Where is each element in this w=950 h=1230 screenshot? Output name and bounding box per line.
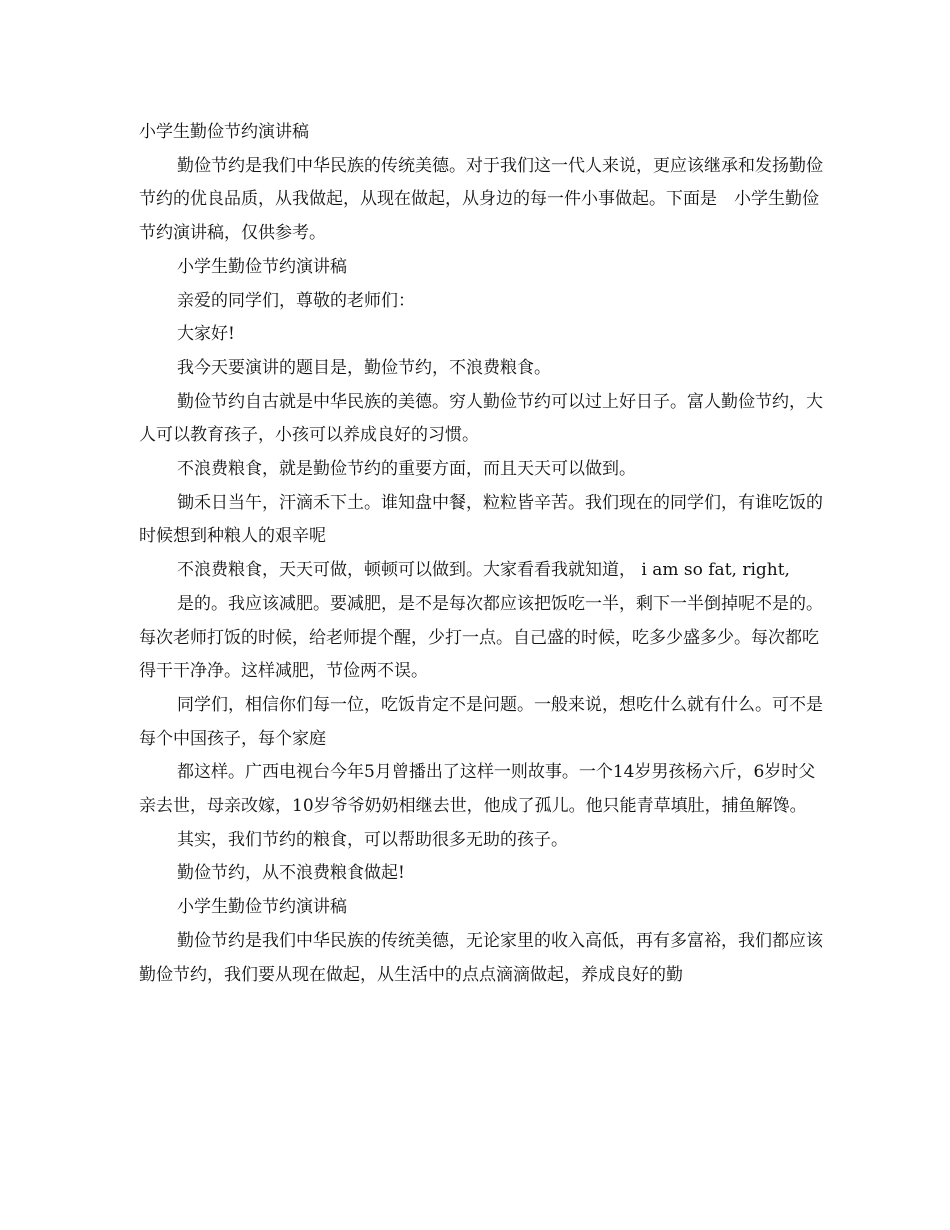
paragraph-slogan: 勤俭节约，从不浪费粮食做起! xyxy=(177,863,405,884)
paragraph-diet: 是的。我应该减肥。要减肥，是不是每次都应该把饭吃一半，剩下一半倒掉呢不是的。每次老师打饭的时候，给老师提个醒，少打一点。自己盛的时候，吃多少盛多少。每次都吃得干干净净。这样减肥，节俭两不误。 xyxy=(139,593,823,682)
paragraph-classmates: 同学们，相信你们每一位，吃饭肯定不是问题。一般来说，想吃什么就有什么。可不是每个中国孩子，每个家庭 xyxy=(139,694,823,749)
paragraph-salutation: 亲爱的同学们，尊敬的老师们： xyxy=(177,290,415,311)
paragraph-topic: 我今天要演讲的题目是，勤俭节约，不浪费粮食。 xyxy=(177,357,551,378)
paragraph-subtitle: 小学生勤俭节约演讲稿 xyxy=(177,256,347,277)
paragraph-daily: 不浪费粮食，天天可做，顿顿可以做到。大家看看我就知道， i am so fat, right, xyxy=(177,560,790,581)
paragraph-virtue: 勤俭节约自古就是中华民族的美德。穷人勤俭节约可以过上好日子。富人勤俭节约，大人可以教育孩子，小孩可以养成良好的习惯。 xyxy=(139,391,823,446)
paragraph-poem: 锄禾日当午，汗滴禾下土。谁知盘中餐，粒粒皆辛苦。我们现在的同学们，有谁吃饭的时候想到种粮人的艰辛呢 xyxy=(139,492,823,547)
paragraph-closing: 勤俭节约是我们中华民族的传统美德，无论家里的收入高低，再有多富裕，我们都应该勤俭节约，我们要从现在做起，从生活中的点点滴滴做起，养成良好的勤 xyxy=(139,930,823,985)
paragraph-help: 其实，我们节约的粮食，可以帮助很多无助的孩子。 xyxy=(177,829,568,850)
document-title: 小学生勤俭节约演讲稿 xyxy=(139,122,309,142)
document-body xyxy=(139,116,829,992)
paragraph-food: 不浪费粮食，就是勤俭节约的重要方面，而且天天可以做到。 xyxy=(177,459,636,480)
paragraph-story: 都这样。广西电视台今年5月曾播出了这样一则故事。一个14岁男孩杨六斤，6岁时父亲去世，母亲改嫁，10岁爷爷奶奶相继去世，他成了孤儿。他只能青草填肚，捕鱼解馋。 xyxy=(139,762,816,817)
paragraph-intro: 勤俭节约是我们中华民族的传统美德。对于我们这一代人来说，更应该继承和发扬勤俭节约的优良品质，从我做起，从现在做起，从身边的每一件小事做起。下面是 小学生勤俭节约演讲稿，仅供参考。 xyxy=(139,155,823,244)
paragraph-greeting: 大家好! xyxy=(177,324,235,345)
paragraph-subtitle-2: 小学生勤俭节约演讲稿 xyxy=(177,897,347,918)
